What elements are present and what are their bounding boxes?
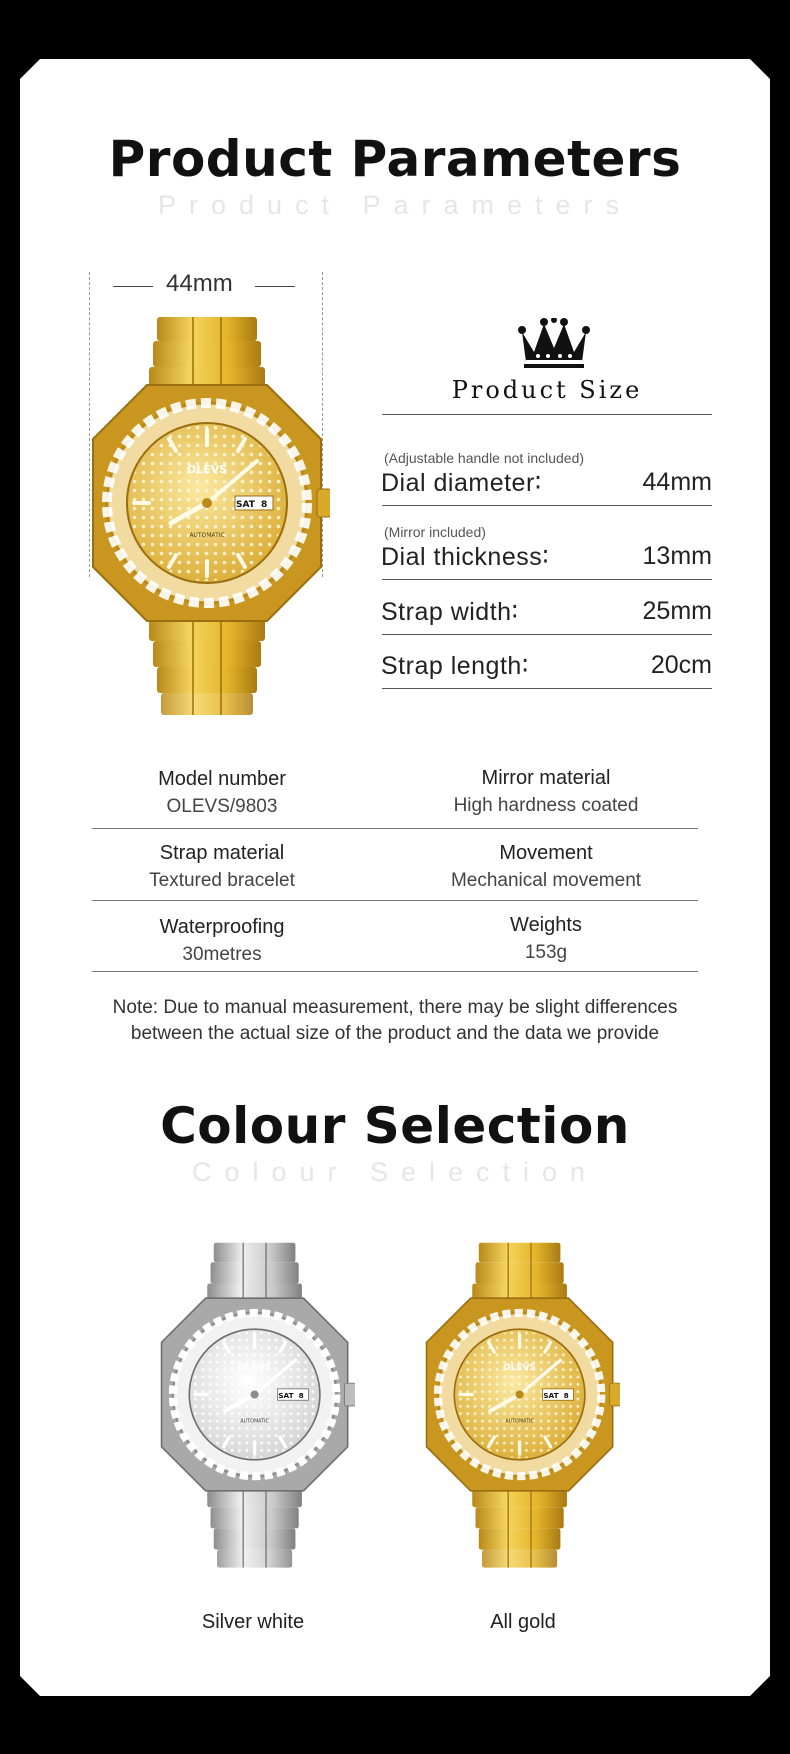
strap-length-label: Strap length∶ (381, 652, 529, 680)
dial-brand-text: OLEVS (186, 463, 228, 476)
spec-divider (382, 634, 712, 635)
dial-diameter-value: 44mm (642, 468, 712, 496)
dial-movement-text: AUTOMATIC (189, 532, 225, 539)
parameters-title: Product Parameters (108, 130, 682, 188)
watch-image-all-gold[interactable] (420, 1240, 620, 1585)
movement-title: Movement (499, 842, 593, 864)
watch-image-gold (85, 315, 330, 735)
dial-day-text: SAT (543, 1390, 559, 1400)
weights-value: 153g (524, 942, 568, 963)
dial-thickness-label: Dial thickness∶ (381, 543, 550, 571)
crown-icon (518, 318, 590, 368)
dial-date-text: 8 (298, 1390, 304, 1400)
strap-length-value: 20cm (650, 651, 712, 679)
parameters-ghost-title: Product Parameters (157, 190, 633, 220)
strap-width-value: 25mm (642, 597, 712, 625)
attributes-divider (92, 828, 698, 829)
dial-date-text: 8 (563, 1390, 569, 1400)
dial-diameter-note: (Adjustable handle not included) (384, 450, 585, 466)
dial-day-text: SAT (278, 1390, 294, 1400)
dial-date-text: 8 (261, 500, 268, 510)
spec-divider (382, 579, 712, 580)
spec-divider (382, 688, 712, 689)
product-size-title: Product Size (451, 376, 643, 404)
colour-option-silver-white[interactable]: Silver white (201, 1611, 305, 1633)
attributes-divider (92, 971, 698, 972)
strap-material-value: Textured bracelet (149, 870, 295, 891)
dial-brand-text: OLEVS (238, 1363, 272, 1374)
dimension-dash-left (113, 286, 153, 287)
product-size-divider (382, 414, 712, 415)
watch-image-silver[interactable] (155, 1240, 355, 1585)
dial-thickness-note: (Mirror included) (384, 524, 486, 540)
waterproofing-title: Waterproofing (159, 916, 285, 938)
strap-material-title: Strap material (159, 842, 285, 864)
dial-movement-text: AUTOMATIC (240, 1418, 269, 1425)
spec-divider (382, 505, 712, 506)
waterproofing-value: 30metres (182, 944, 262, 965)
colour-selection-ghost-title: Colour Selection (191, 1157, 599, 1187)
dimension-dash-right (255, 286, 295, 287)
model-number-value: OLEVS/9803 (166, 796, 278, 817)
dial-movement-text: AUTOMATIC (505, 1418, 534, 1425)
dial-diameter-label: Dial diameter∶ (381, 469, 542, 497)
dimension-label: 44mm (166, 270, 233, 297)
movement-value: Mechanical movement (450, 870, 642, 891)
mirror-material-title: Mirror material (481, 767, 611, 789)
weights-title: Weights (510, 914, 582, 936)
model-number-title: Model number (158, 768, 286, 790)
colour-selection-title: Colour Selection (160, 1097, 630, 1155)
strap-width-label: Strap width∶ (381, 598, 519, 626)
measurement-note: Note: Due to manual measurement, there may be slight differences between the actual size of the product and the data we provide (112, 997, 678, 1044)
mirror-material-value: High hardness coated (453, 795, 639, 816)
dial-day-text: SAT (236, 500, 255, 510)
attributes-divider (92, 900, 698, 901)
colour-option-all-gold[interactable]: All gold (490, 1611, 556, 1633)
dial-brand-text: OLEVS (503, 1363, 537, 1374)
dial-thickness-value: 13mm (642, 542, 712, 570)
